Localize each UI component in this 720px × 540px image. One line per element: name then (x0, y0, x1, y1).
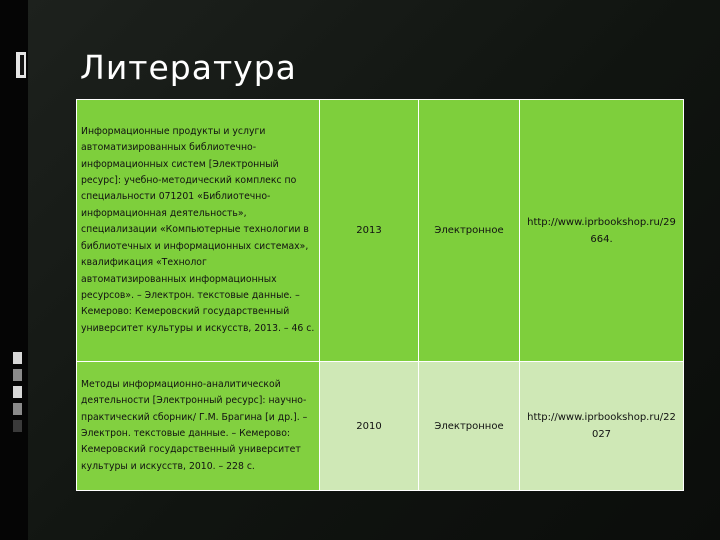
decorative-markers (13, 352, 22, 437)
book-url[interactable]: http://www.iprbookshop.ru/22027 (520, 362, 684, 491)
book-description: Информационные продукты и услуги автоматизированных библиотечно-информационных систем [Электронный ресурс]: учебно-методический комплекс по специальности 071201 «Библиотечно-информационная деятельность», специализации «Компьютерные технологии в библиотечных и информационных системах», квалификация «Технолог автоматизированных информационных ресурсов». – Электрон. текстовые данные. – Кемерово: Кемеровский государственный университет культуры и искусств, 2013. – 46 c. (77, 100, 320, 362)
literature-table (76, 99, 684, 491)
book-year: 2013 (320, 100, 419, 362)
slide-title: Литература (80, 48, 297, 87)
table-row (77, 362, 684, 491)
decorative-marker (13, 403, 22, 415)
table-row (77, 100, 684, 362)
decorative-marker (13, 369, 22, 381)
decorative-marker (13, 386, 22, 398)
book-description: Методы информационно-аналитической деятельности [Электронный ресурс]: научно-практический сборник/ Г.М. Брагина [и др.]. – Электрон. текстовые данные. – Кемерово: Кемеровский государственный университет культуры и искусств, 2010. – 228 c. (77, 362, 320, 491)
title-marker-inner (20, 55, 24, 75)
decorative-marker (13, 420, 22, 432)
book-type: Электронное (419, 362, 520, 491)
left-sidebar-strip (0, 0, 28, 540)
book-type: Электронное (419, 100, 520, 362)
book-url[interactable]: http://www.iprbookshop.ru/29664. (520, 100, 684, 362)
book-year: 2010 (320, 362, 419, 491)
decorative-marker (13, 352, 22, 364)
